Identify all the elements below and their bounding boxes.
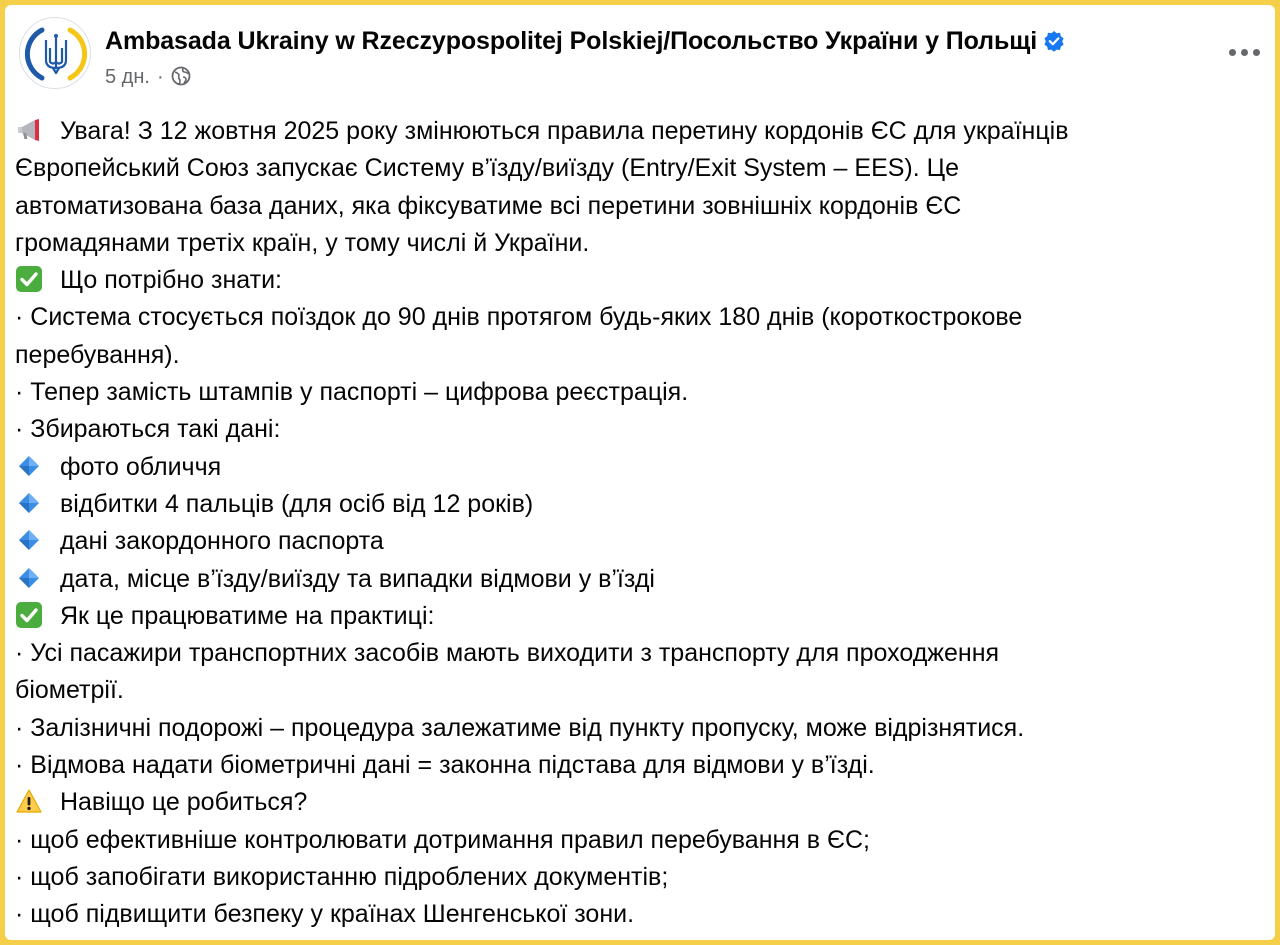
post-line <box>15 113 1245 150</box>
post-line-text: Як це працюватиме на практиці: <box>59 601 435 630</box>
globe-icon[interactable] <box>171 66 191 86</box>
post-line <box>15 262 1245 299</box>
blue-diamond-icon <box>15 489 43 517</box>
post-line <box>15 598 1245 635</box>
post-line <box>15 337 1245 374</box>
blue-diamond-icon <box>15 564 43 592</box>
page-name-link[interactable] <box>105 27 1065 56</box>
post-card <box>5 5 1275 940</box>
post-line-text: дата, місце в’їзду/виїзду та випадки відмови у в’їзді <box>59 564 655 593</box>
verified-badge-icon <box>1043 30 1065 52</box>
post-line <box>15 411 1245 448</box>
post-line <box>15 672 1245 709</box>
post-line <box>15 374 1245 411</box>
warning-icon <box>15 787 43 815</box>
blue-diamond-icon <box>15 452 43 480</box>
post-header <box>5 5 1275 105</box>
post-line-text: біометрії. <box>15 676 124 705</box>
post-line-text: Європейський Союз запускає Систему в’їзду/виїзду (Entry/Exit System – EES). Це <box>15 154 960 183</box>
post-line-text: Увага! З 12 жовтня 2025 року змінюються правила перетину кордонів ЄС для українців <box>59 117 1069 145</box>
post-timestamp[interactable]: 5 дн. <box>105 66 150 88</box>
post-line <box>15 859 1245 896</box>
post-line <box>15 486 1245 523</box>
post-line-text: громадянами третіх країн, у тому числі й України. <box>15 228 590 257</box>
check-mark-icon <box>15 601 43 629</box>
post-line <box>15 896 1245 933</box>
post-line <box>15 449 1245 486</box>
post-line-text: · Тепер замість штампів у паспорті – цифрова реєстрація. <box>15 378 689 407</box>
trident-logo-icon <box>20 18 91 89</box>
post-line <box>15 822 1245 859</box>
post-line <box>15 150 1245 187</box>
post-line-text: · Система стосується поїздок до 90 днів протягом будь-яких 180 днів (короткострокове <box>15 303 1023 332</box>
post-line <box>15 561 1245 598</box>
post-line-text: Що потрібно знати: <box>59 266 282 295</box>
post-text <box>15 113 1245 934</box>
page-avatar[interactable] <box>19 17 91 89</box>
post-line-text: дані закордонного паспорта <box>59 527 384 556</box>
post-line-text: · Залізничні подорожі – процедура залежатиме від пункту пропуску, може відрізнятися. <box>15 713 1025 742</box>
post-line-text: · Усі пасажири транспортних засобів мають виходити з транспорту для проходження <box>15 639 1000 668</box>
blue-diamond-icon <box>15 526 43 554</box>
post-line <box>15 188 1245 225</box>
post-line <box>15 747 1245 784</box>
post-line-text: фото обличчя <box>59 452 222 481</box>
meta-separator: · <box>156 66 164 88</box>
post-line-text: перебування). <box>15 340 180 369</box>
post-line <box>15 225 1245 262</box>
megaphone-icon <box>15 116 43 144</box>
post-line-text: Навіщо це робиться? <box>59 788 308 817</box>
post-line <box>15 710 1245 747</box>
more-options-icon[interactable] <box>1225 37 1265 67</box>
post-line-text: · щоб запобігати використанню підроблених документів; <box>15 862 669 891</box>
post-line <box>15 784 1245 821</box>
page-name-text[interactable]: Ambasada Ukrainy w Rzeczypospolitej Polskiej/Посольство України у Польщі <box>105 27 1038 55</box>
post-line-text: · Збираються такі дані: <box>15 415 281 444</box>
post-line <box>15 635 1245 672</box>
post-line-text: · Відмова надати біометричні дані = законна підстава для відмови у в’їзді. <box>15 751 875 780</box>
post-line-text: автоматизована база даних, яка фіксуватиме всі перетини зовнішніх кордонів ЄС <box>15 191 962 220</box>
post-line-text: відбитки 4 пальців (для осіб від 12 років) <box>59 489 534 518</box>
post-line <box>15 523 1245 560</box>
post-meta <box>105 66 191 89</box>
post-line <box>15 299 1245 336</box>
post-line-text: · щоб ефективніше контролювати дотримання правил перебування в ЄС; <box>15 825 870 854</box>
post-line-text: · щоб підвищити безпеку у країнах Шенгенської зони. <box>15 900 635 929</box>
check-mark-icon <box>15 265 43 293</box>
